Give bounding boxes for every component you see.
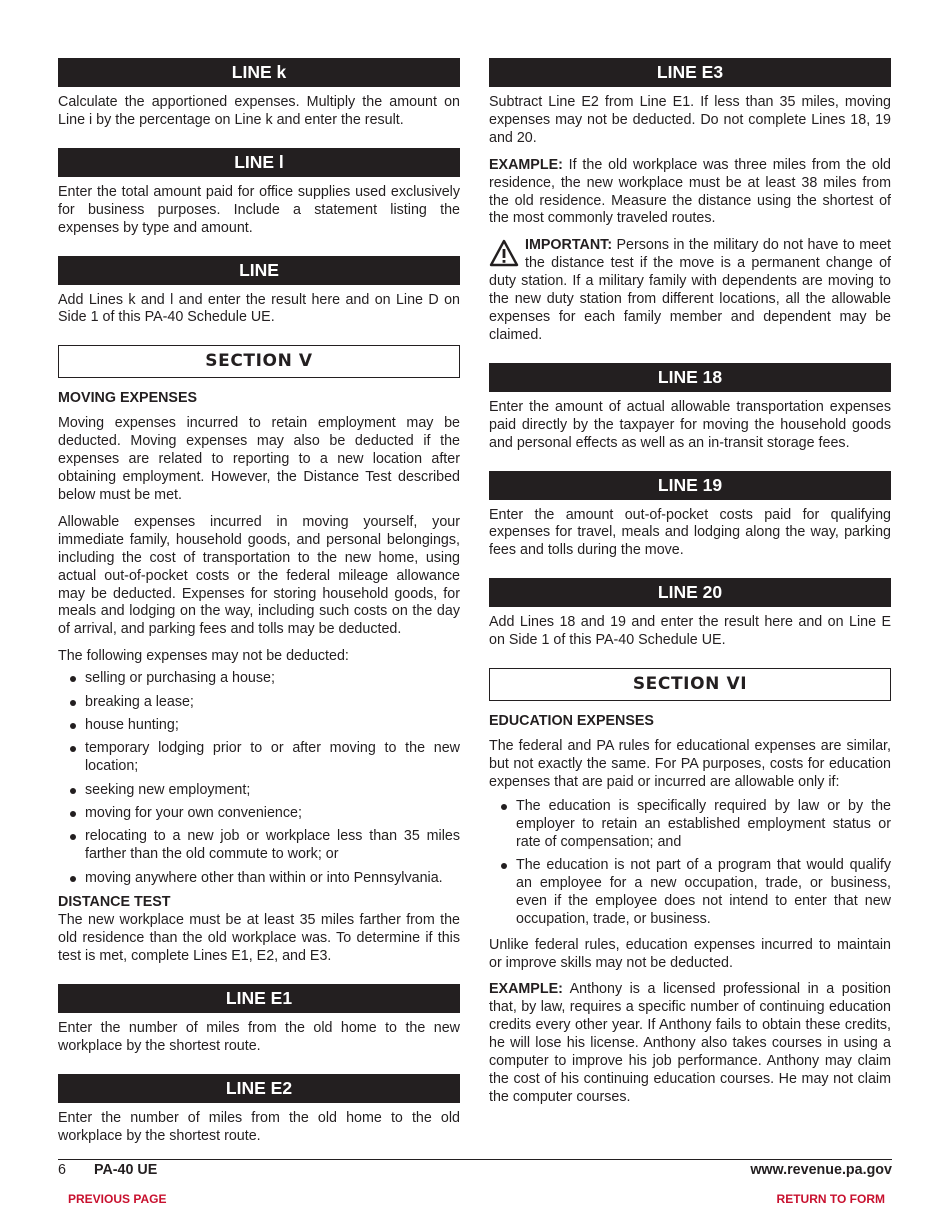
example-label: EXAMPLE: (489, 156, 563, 173)
line-l-text: Enter the total amount paid for office supplies used exclusively for business purposes. Include a statement listing the expenses by type and amount. (58, 183, 460, 236)
education-expenses-heading: EDUCATION EXPENSES (489, 713, 654, 730)
website-link[interactable]: www.revenue.pa.gov (750, 1162, 892, 1178)
line-k-text: Calculate the apportioned expenses. Multiply the amount on Line i by the percentage on Line k and enter the result. (58, 94, 460, 128)
important-label: IMPORTANT: (525, 237, 613, 254)
line-e3-text: Subtract Line E2 from Line E1. If less than 35 miles, moving expenses may not be deducted. Do not complete Lines 18, 19 and 20. (489, 94, 891, 146)
right-column (489, 58, 891, 1116)
warning-triangle-icon (489, 238, 519, 268)
line-19-text: Enter the amount out-of-pocket costs paid for qualifying expenses for travel, meals and lodging along the way, parking fees and tolls during the move. (489, 506, 891, 559)
list-item: The education is specifically required by law or by the employer to retain an established employment status or rate of compensation; and (489, 798, 891, 852)
line-e1-text: Enter the number of miles from the old home to the new workplace by the shortest route. (58, 1019, 460, 1054)
list-item: seeking new employment; (58, 782, 460, 800)
line-e1-header: LINE E1 (58, 984, 460, 1013)
line-20-text: Add Lines 18 and 19 and enter the result here and on Line E on Side 1 of this PA-40 Schedule UE. (489, 614, 891, 649)
example-text: If the old workplace was three miles from the old residence, the new workplace must be at least 38 miles from the old residence. Measure the distance using the shortest of the most commonly traveled routes. (489, 156, 891, 227)
line-e3-example (489, 157, 891, 229)
list-item: The education is not part of a program that would qualify an employee for a new occupation, trade, or business, even if the employee does not intend to enter that new occupation, trade, or business. (489, 857, 891, 929)
line-blank-text: Add Lines k and l and enter the result here and on Line D on Side 1 of this PA-40 Schedule UE. (58, 291, 460, 326)
line-e2-header: LINE E2 (58, 1074, 460, 1103)
section-v-title: SECTION V (58, 345, 460, 378)
important-note (489, 237, 891, 344)
footer-divider (58, 1159, 892, 1160)
list-item: moving for your own convenience; (58, 805, 460, 823)
moving-expenses-heading: MOVING EXPENSES (58, 390, 198, 407)
left-column (58, 58, 460, 1155)
line-18-header: LINE 18 (489, 363, 891, 392)
line-e3-header: LINE E3 (489, 58, 891, 87)
important-text: Persons in the military do not have to meet the distance test if the move is a permanent change of duty station. If a military family with dependents are moving to the new duty station from different locations, all the allowable expenses for each family member and dependent may be claimed. (489, 237, 891, 343)
line-18-text: Enter the amount of actual allowable transportation expenses paid directly by the taxpayer for moving the household goods and personal effects as well as an in-transit storage fees. (489, 398, 891, 451)
list-item: breaking a lease; (58, 694, 460, 712)
education-example (489, 981, 891, 1106)
form-id: PA-40 UE (94, 1162, 158, 1178)
list-item: relocating to a new job or workplace less than 35 miles farther than the old commute to work; or (58, 828, 460, 864)
line-blank-header: LINE (58, 256, 460, 285)
line-20-header: LINE 20 (489, 578, 891, 607)
education-para-1: The federal and PA rules for educational expenses are similar, but not exactly the same. For PA purposes, costs for education expenses that are paid or incurred are allowable only if: (489, 738, 891, 790)
page-number: 6 (58, 1162, 66, 1178)
education-para-2: Unlike federal rules, education expenses incurred to maintain or improve skills may not be deducted. (489, 936, 891, 971)
line-e2-text: Enter the number of miles from the old home to the old workplace by the shortest route. (58, 1109, 460, 1144)
non-deductible-list (58, 670, 460, 888)
moving-expenses-para-2: Allowable expenses incurred in moving yourself, your immediate family, household goods, and personal belongings, including the cost of transportation to the new home, using actual out-of-pocket costs or the federal mileage allowance may be deducted. Expenses for storing household goods, for meals and lodging on the way, including such costs on the day of arrival, and parking fees and tolls may be deducted. (58, 513, 460, 638)
list-item: temporary lodging prior to or after moving to the new location; (58, 740, 460, 776)
list-item: selling or purchasing a house; (58, 670, 460, 688)
line-k-header: LINE k (58, 58, 460, 87)
moving-expenses-para-1: Moving expenses incurred to retain employment may be deducted. Moving expenses may also be deducted if the expenses are related to reporting to a new location after obtaining employment. However, the Distance Test described below must be met. (58, 415, 460, 503)
distance-test-heading: DISTANCE TEST (58, 894, 171, 911)
line-19-header: LINE 19 (489, 471, 891, 500)
distance-test-text: The new workplace must be at least 35 miles farther from the old residence than the old workplace was. To determine if this test is met, complete Lines E1, E2, and E3. (58, 912, 460, 964)
list-item: moving anywhere other than within or into Pennsylvania. (58, 870, 460, 888)
return-to-form-link[interactable]: RETURN TO FORM (776, 1192, 885, 1206)
example-label: EXAMPLE: (489, 981, 563, 998)
line-l-header: LINE l (58, 148, 460, 177)
previous-page-link[interactable]: PREVIOUS PAGE (68, 1192, 167, 1206)
list-item: house hunting; (58, 717, 460, 735)
non-deductible-intro: The following expenses may not be deducted: (58, 648, 349, 665)
example-text: Anthony is a licensed professional in a position that, by law, requires a specific number of continuing education credits every other year. If Anthony fails to obtain these credits, he will lose his license. Anthony also takes courses in using a computer to improve his job performance. Anthony may claim the cost of his continuing education courses. He may not claim the computer courses. (489, 981, 891, 1105)
section-vi-title: SECTION VI (489, 668, 891, 701)
education-conditions-list (489, 798, 891, 929)
